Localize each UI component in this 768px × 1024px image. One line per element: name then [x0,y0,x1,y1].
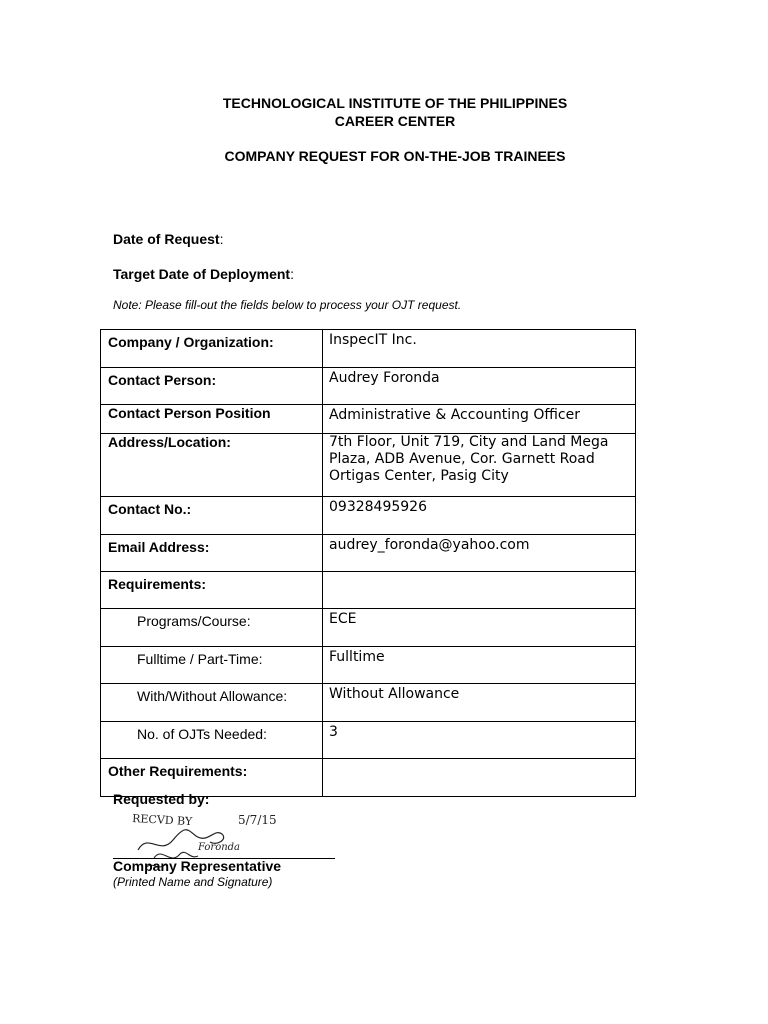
form-title: COMPANY REQUEST FOR ON-THE-JOB TRAINEES [224,148,566,164]
requirements-value [323,572,636,609]
other-requirements-value [323,759,636,797]
allowance-value: Without Allowance [323,684,636,722]
email-label: Email Address: [101,535,323,572]
programs-label: Programs/Course: [101,609,323,647]
printed-name-hint: (Printed Name and Signature) [113,875,273,889]
request-table [100,329,636,797]
address-label: Address/Location: [101,434,323,497]
email-value: audrey_foronda@yahoo.com [323,535,636,572]
table-row [101,330,636,368]
date-of-request-label: Date of Request [113,231,220,247]
target-date-colon: : [290,266,294,282]
fulltime-label: Fulltime / Part-Time: [101,647,323,684]
contact-person-value: Audrey Foronda [323,368,636,405]
requirements-label: Requirements: [101,572,323,609]
other-requirements-label: Other Requirements: [101,759,323,797]
address-line-1: 7th Floor, Unit 719, City and Land Mega [329,434,609,450]
handwritten-received-note: RECVD BY [131,812,193,829]
table-row [101,497,636,535]
table-row [101,684,636,722]
ojts-label: No. of OJTs Needed: [101,722,323,759]
table-row [101,647,636,684]
company-label: Company / Organization: [101,330,323,368]
date-of-request-colon: : [219,231,224,247]
requested-by-label: Requested by: [113,791,210,807]
table-row [101,722,636,759]
target-date [113,265,294,283]
date-of-request [113,230,223,248]
position-label: Contact Person Position [101,405,323,434]
position-value: Administrative & Accounting Officer [323,405,636,434]
address-line-2: Plaza, ADB Avenue, Cor. Garnett Road [329,451,595,467]
ojts-value: 3 [323,722,636,759]
fulltime-value: Fulltime [323,647,636,684]
handwritten-name: Foronda [198,842,241,853]
table-row [101,405,636,434]
contact-no-label: Contact No.: [101,497,323,535]
handwritten-date: 5/7/15 [238,813,277,827]
address-value [323,434,636,497]
center-name: CAREER CENTER [334,113,456,129]
contact-person-label: Contact Person: [101,368,323,405]
programs-value: ECE [323,609,636,647]
form-note: Note: Please fill-out the fields below to process your OJT request. [113,298,462,312]
table-row [101,572,636,609]
company-representative-label: Company Representative [113,858,282,874]
target-date-label: Target Date of Deployment [113,266,291,282]
table-row [101,434,636,497]
table-row [101,368,636,405]
company-value: InspecIT Inc. [323,330,636,368]
address-line-3: Ortigas Center, Pasig City [329,468,509,484]
institute-name: TECHNOLOGICAL INSTITUTE OF THE PHILIPPINES [222,95,568,111]
contact-no-value: 09328495926 [323,497,636,535]
table-row [101,535,636,572]
allowance-label: With/Without Allowance: [101,684,323,722]
table-row [101,609,636,647]
